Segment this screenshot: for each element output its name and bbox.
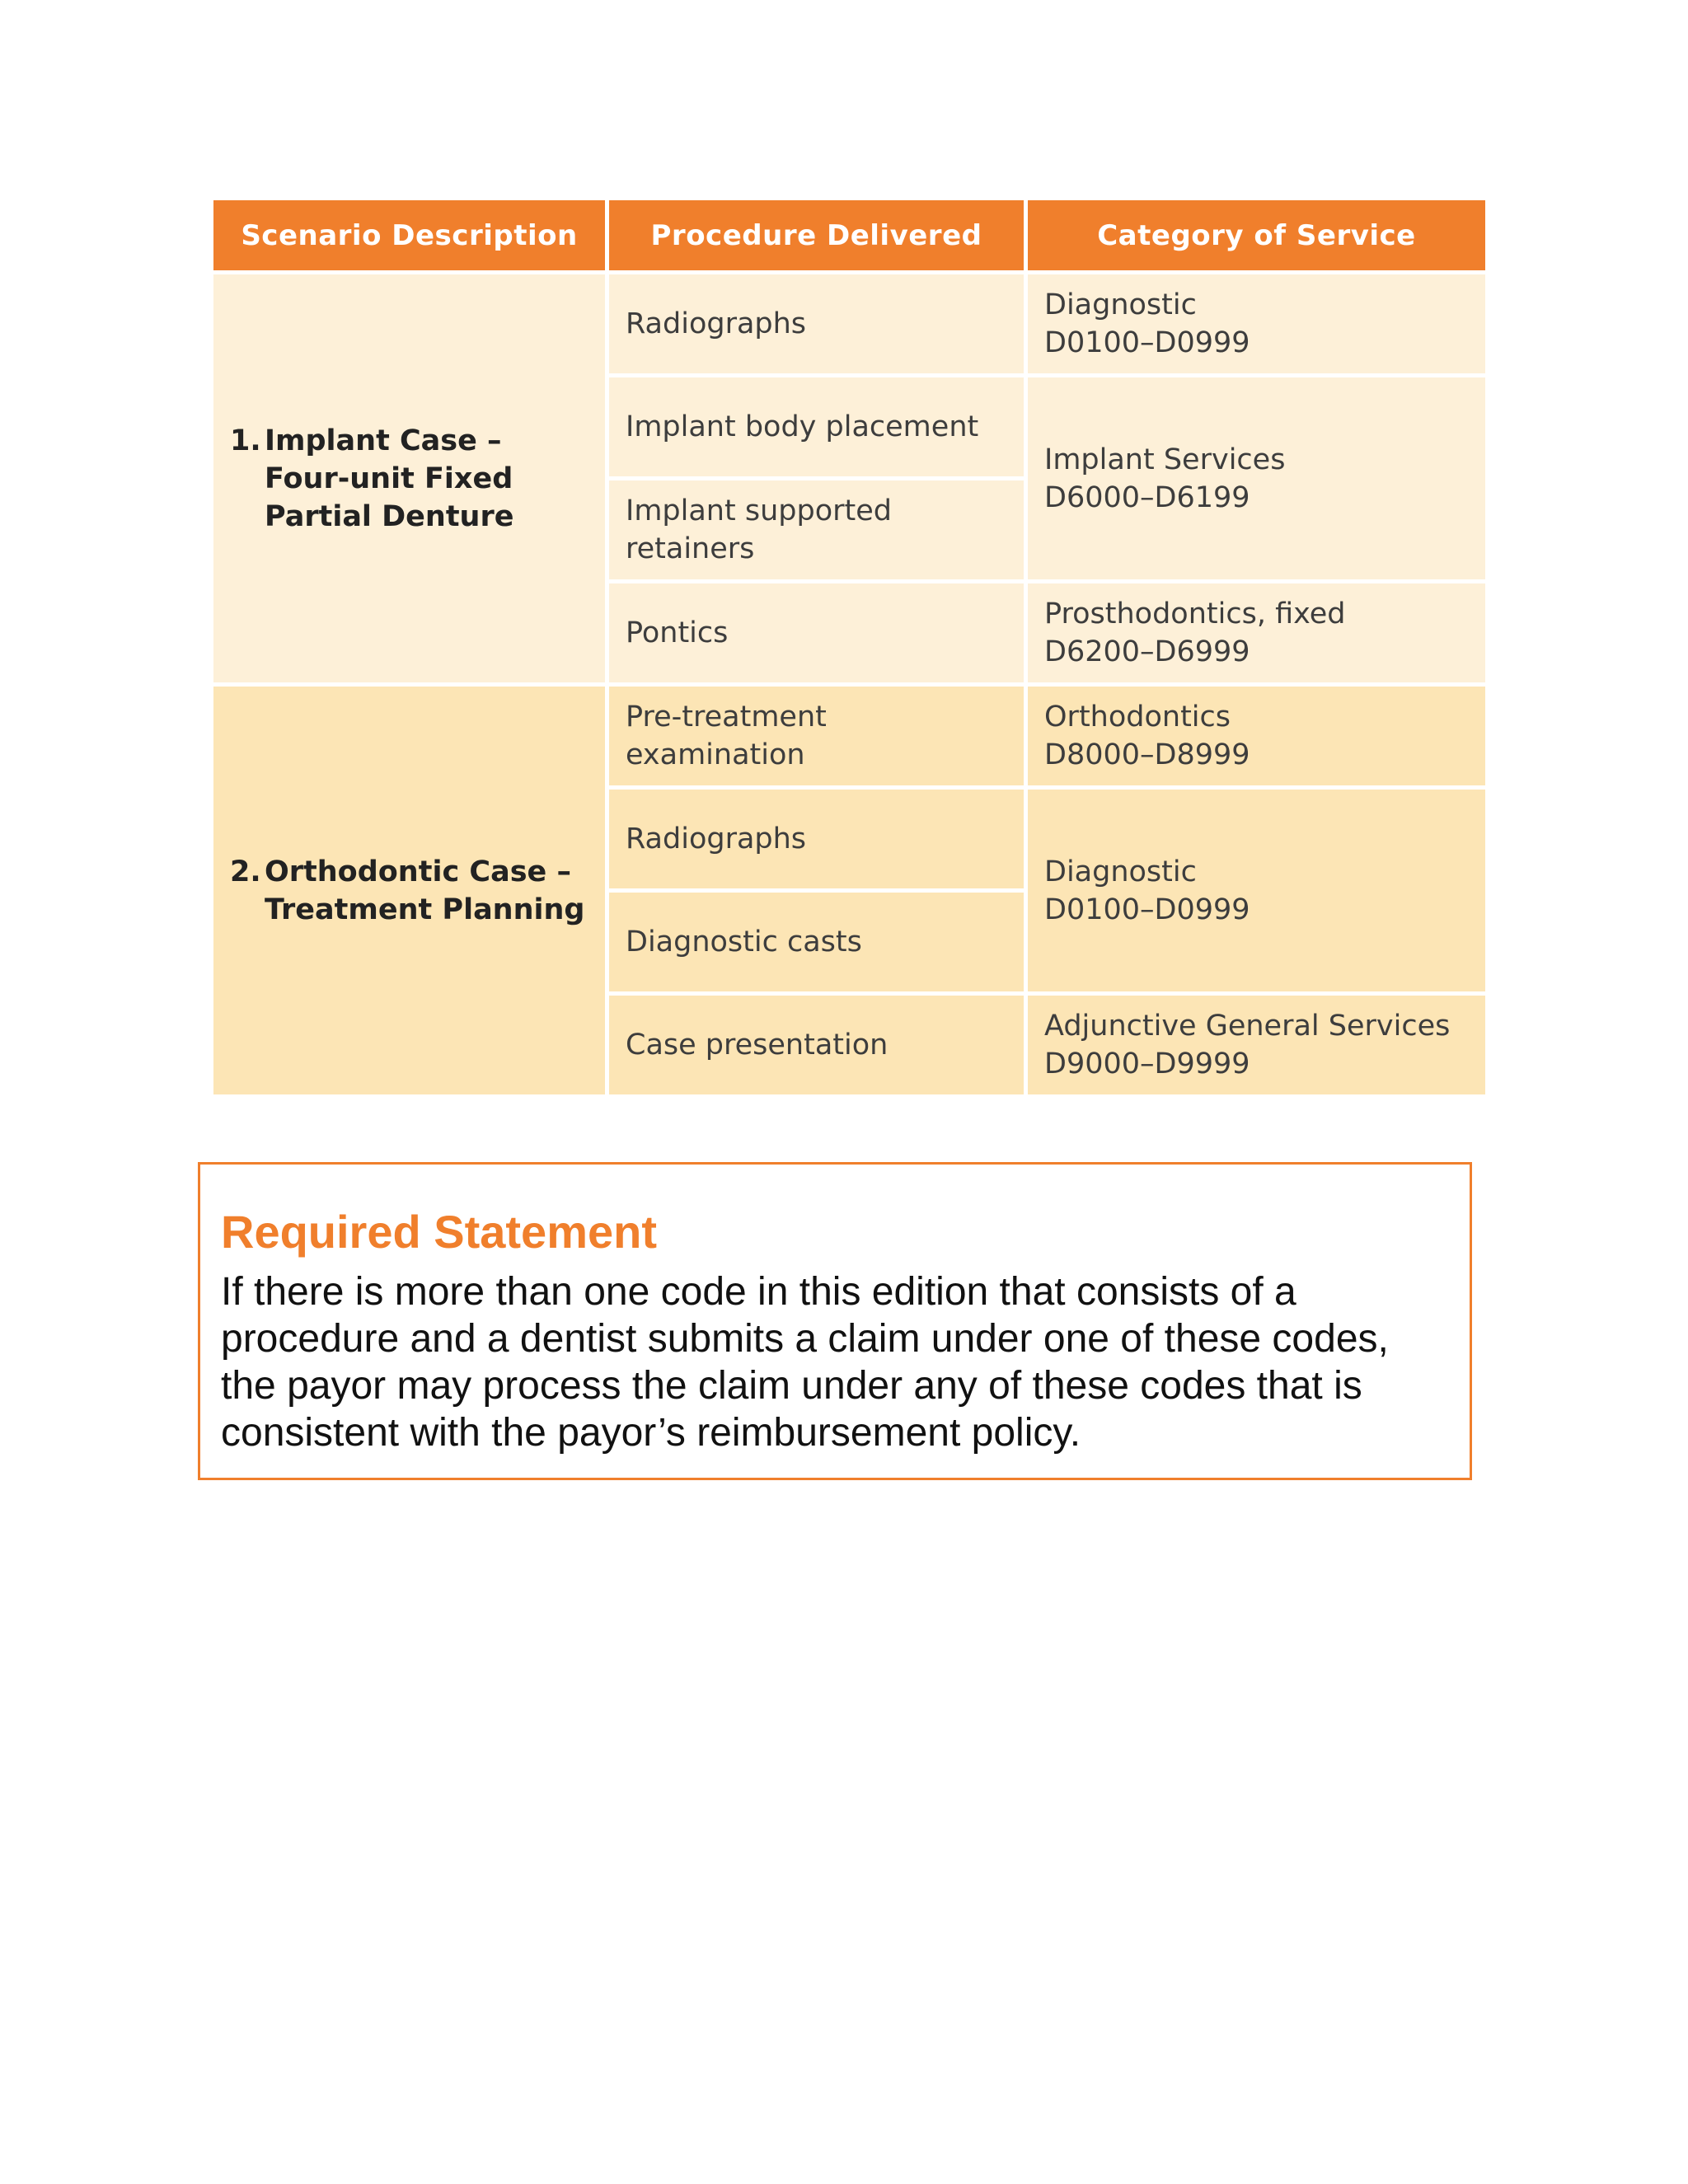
table-row [212,273,1488,376]
service-category-table [209,196,1489,1099]
category-cell [1026,788,1488,994]
category-code-range: D0100–D0999 [1044,326,1250,359]
category-cell [1026,376,1488,582]
category-code-range: D6000–D6199 [1044,480,1250,514]
table-header-row [212,199,1488,273]
procedure-cell: Diagnostic casts [607,891,1026,994]
scenario-title-text: Orthodontic Case – [265,855,571,888]
procedure-cell: Case presentation [607,994,1026,1097]
procedure-cell: Pontics [607,582,1026,685]
category-name: Prosthodontics, fixed [1044,598,1346,630]
scenario-number: 2. [230,855,261,888]
category-name: Adjunctive General Services [1044,1010,1451,1043]
required-statement-box [198,1162,1472,1480]
category-cell [1026,582,1488,685]
procedure-cell: Implant supported retainers [607,479,1026,582]
scenario-title-line [230,422,588,460]
category-code-range: D8000–D8999 [1044,738,1250,771]
scenario-number: 1. [230,424,261,457]
scenario-cell-implant-case [212,273,607,685]
category-name: Diagnostic [1044,288,1197,321]
required-statement-title: Required Statement [221,1206,657,1258]
category-name: Implant Services [1044,443,1286,476]
category-cell [1026,685,1488,788]
category-code-range: D0100–D0999 [1044,893,1250,926]
procedure-cell: Radiographs [607,788,1026,891]
category-cell [1026,273,1488,376]
header-category-of-service: Category of Service [1026,199,1488,273]
procedure-cell: Implant body placement [607,376,1026,479]
scenario-title-line [230,460,588,498]
header-procedure-delivered: Procedure Delivered [607,199,1026,273]
header-scenario-description: Scenario Description [212,199,607,273]
category-name: Diagnostic [1044,855,1197,888]
procedure-cell: Radiographs [607,273,1026,376]
category-code-range: D6200–D6999 [1044,635,1250,668]
scenario-title-text: Partial Denture [265,499,514,533]
required-statement-body: If there is more than one code in this edition that consists of a procedure and a dentist submits a claim under one of these codes, the payor may process the claim under any of these codes that is consistent with the payor’s reimbursement policy. [221,1270,1389,1455]
procedure-cell: Pre-treatment examination [607,685,1026,788]
table-row [212,685,1488,788]
category-name: Orthodontics [1044,701,1231,733]
scenario-title-line [230,891,588,929]
scenario-title-text: Implant Case – [265,424,502,457]
scenario-title-line [230,498,588,536]
scenario-title-text: Four-unit Fixed [265,462,513,495]
category-code-range: D9000–D9999 [1044,1047,1250,1080]
category-cell [1026,994,1488,1097]
service-category-table-container [209,196,1485,1099]
scenario-title-line [230,853,588,891]
scenario-cell-orthodontic-case [212,685,607,1097]
scenario-title-text: Treatment Planning [265,893,585,926]
